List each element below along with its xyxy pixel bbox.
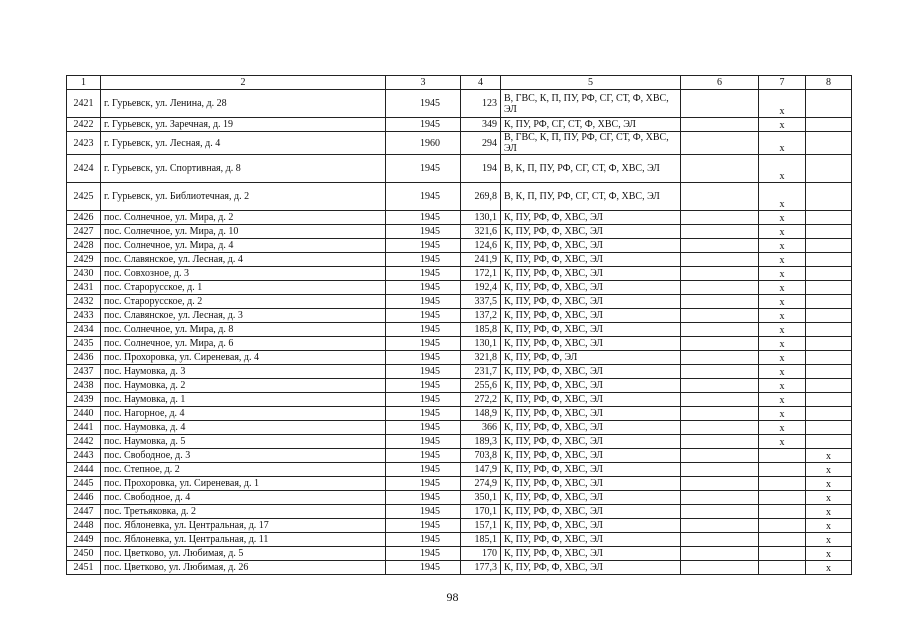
table-row bbox=[67, 561, 852, 575]
column-8-mark bbox=[806, 211, 852, 225]
utilities-cell: К, ПУ, РФ, Ф, ХВС, ЭЛ bbox=[501, 421, 681, 435]
utilities-cell: К, ПУ, РФ, Ф, ЭЛ bbox=[501, 351, 681, 365]
table-row bbox=[67, 90, 852, 118]
row-number: 2446 bbox=[67, 491, 101, 505]
area-cell: 192,4 bbox=[461, 281, 501, 295]
address-cell: пос. Совхозное, д. 3 bbox=[101, 267, 386, 281]
column-8-mark bbox=[806, 379, 852, 393]
table-row bbox=[67, 351, 852, 365]
page-number: 98 bbox=[446, 590, 459, 604]
row-number: 2443 bbox=[67, 449, 101, 463]
column-7-mark: х bbox=[759, 253, 806, 267]
utilities-cell: К, ПУ, РФ, Ф, ХВС, ЭЛ bbox=[501, 295, 681, 309]
year-cell: 1945 bbox=[386, 505, 461, 519]
table-row bbox=[67, 519, 852, 533]
address-cell: пос. Цветково, ул. Любимая, д. 26 bbox=[101, 561, 386, 575]
column-6-cell bbox=[681, 393, 759, 407]
table-row bbox=[67, 365, 852, 379]
utilities-cell: К, ПУ, РФ, Ф, ХВС, ЭЛ bbox=[501, 267, 681, 281]
column-7-mark: х bbox=[759, 90, 806, 118]
column-6-cell bbox=[681, 309, 759, 323]
column-7-mark bbox=[759, 505, 806, 519]
row-number: 2444 bbox=[67, 463, 101, 477]
area-cell: 170 bbox=[461, 547, 501, 561]
area-cell: 147,9 bbox=[461, 463, 501, 477]
address-cell: пос. Наумовка, д. 4 bbox=[101, 421, 386, 435]
column-6-cell bbox=[681, 155, 759, 183]
header-cell-6: 6 bbox=[681, 76, 759, 90]
year-cell: 1945 bbox=[386, 183, 461, 211]
address-cell: пос. Наумовка, д. 5 bbox=[101, 435, 386, 449]
area-cell: 231,7 bbox=[461, 365, 501, 379]
address-cell: г. Гурьевск, ул. Спортивная, д. 8 bbox=[101, 155, 386, 183]
header-cell-7: 7 bbox=[759, 76, 806, 90]
column-8-mark bbox=[806, 351, 852, 365]
address-cell: пос. Яблоневка, ул. Центральная, д. 17 bbox=[101, 519, 386, 533]
column-6-cell bbox=[681, 253, 759, 267]
table-row bbox=[67, 267, 852, 281]
row-number: 2422 bbox=[67, 118, 101, 132]
year-cell: 1945 bbox=[386, 281, 461, 295]
table-row bbox=[67, 211, 852, 225]
row-number: 2445 bbox=[67, 477, 101, 491]
row-number: 2433 bbox=[67, 309, 101, 323]
column-8-mark: х bbox=[806, 561, 852, 575]
column-7-mark: х bbox=[759, 435, 806, 449]
row-number: 2429 bbox=[67, 253, 101, 267]
year-cell: 1945 bbox=[386, 351, 461, 365]
column-8-mark bbox=[806, 155, 852, 183]
column-7-mark: х bbox=[759, 365, 806, 379]
column-8-mark: х bbox=[806, 519, 852, 533]
table-row bbox=[67, 239, 852, 253]
utilities-cell: К, ПУ, РФ, Ф, ХВС, ЭЛ bbox=[501, 365, 681, 379]
row-number: 2431 bbox=[67, 281, 101, 295]
column-8-mark bbox=[806, 337, 852, 351]
row-number: 2424 bbox=[67, 155, 101, 183]
utilities-cell: К, ПУ, РФ, СГ, СТ, Ф, ХВС, ЭЛ bbox=[501, 118, 681, 132]
column-8-mark bbox=[806, 295, 852, 309]
column-8-mark bbox=[806, 239, 852, 253]
column-7-mark: х bbox=[759, 309, 806, 323]
area-cell: 177,3 bbox=[461, 561, 501, 575]
column-7-mark: х bbox=[759, 337, 806, 351]
utilities-cell: К, ПУ, РФ, Ф, ХВС, ЭЛ bbox=[501, 477, 681, 491]
column-6-cell bbox=[681, 533, 759, 547]
year-cell: 1945 bbox=[386, 118, 461, 132]
column-7-mark: х bbox=[759, 239, 806, 253]
header-row bbox=[67, 76, 852, 90]
column-7-mark: х bbox=[759, 225, 806, 239]
column-7-mark bbox=[759, 463, 806, 477]
table-header bbox=[67, 76, 852, 90]
column-8-mark bbox=[806, 393, 852, 407]
column-7-mark bbox=[759, 491, 806, 505]
column-7-mark: х bbox=[759, 183, 806, 211]
column-8-mark: х bbox=[806, 505, 852, 519]
row-number: 2426 bbox=[67, 211, 101, 225]
year-cell: 1945 bbox=[386, 547, 461, 561]
column-8-mark bbox=[806, 253, 852, 267]
table-row bbox=[67, 281, 852, 295]
table-row bbox=[67, 505, 852, 519]
column-6-cell bbox=[681, 519, 759, 533]
row-number: 2450 bbox=[67, 547, 101, 561]
column-7-mark: х bbox=[759, 351, 806, 365]
address-cell: пос. Солнечное, ул. Мира, д. 2 bbox=[101, 211, 386, 225]
column-8-mark bbox=[806, 421, 852, 435]
row-number: 2421 bbox=[67, 90, 101, 118]
year-cell: 1945 bbox=[386, 337, 461, 351]
address-cell: пос. Третьяковка, д. 2 bbox=[101, 505, 386, 519]
area-cell: 172,1 bbox=[461, 267, 501, 281]
table-row bbox=[67, 225, 852, 239]
column-6-cell bbox=[681, 132, 759, 155]
table-row bbox=[67, 132, 852, 155]
year-cell: 1945 bbox=[386, 365, 461, 379]
utilities-cell: К, ПУ, РФ, Ф, ХВС, ЭЛ bbox=[501, 491, 681, 505]
address-cell: пос. Старорусское, д. 2 bbox=[101, 295, 386, 309]
column-6-cell bbox=[681, 295, 759, 309]
column-6-cell bbox=[681, 90, 759, 118]
table-row bbox=[67, 295, 852, 309]
header-cell-1: 1 bbox=[67, 76, 101, 90]
column-7-mark: х bbox=[759, 155, 806, 183]
column-6-cell bbox=[681, 477, 759, 491]
column-7-mark bbox=[759, 519, 806, 533]
address-cell: пос. Наумовка, д. 2 bbox=[101, 379, 386, 393]
column-7-mark: х bbox=[759, 267, 806, 281]
row-number: 2448 bbox=[67, 519, 101, 533]
table-row bbox=[67, 393, 852, 407]
year-cell: 1945 bbox=[386, 211, 461, 225]
utilities-cell: К, ПУ, РФ, Ф, ХВС, ЭЛ bbox=[501, 337, 681, 351]
utilities-cell: К, ПУ, РФ, Ф, ХВС, ЭЛ bbox=[501, 463, 681, 477]
header-cell-5: 5 bbox=[501, 76, 681, 90]
area-cell: 170,1 bbox=[461, 505, 501, 519]
column-6-cell bbox=[681, 239, 759, 253]
area-cell: 272,2 bbox=[461, 393, 501, 407]
address-cell: пос. Солнечное, ул. Мира, д. 6 bbox=[101, 337, 386, 351]
year-cell: 1945 bbox=[386, 239, 461, 253]
table-row bbox=[67, 183, 852, 211]
year-cell: 1960 bbox=[386, 132, 461, 155]
address-cell: пос. Славянское, ул. Лесная, д. 4 bbox=[101, 253, 386, 267]
area-cell: 255,6 bbox=[461, 379, 501, 393]
column-7-mark: х bbox=[759, 211, 806, 225]
address-cell: г. Гурьевск, ул. Заречная, д. 19 bbox=[101, 118, 386, 132]
table-row bbox=[67, 155, 852, 183]
utilities-cell: К, ПУ, РФ, Ф, ХВС, ЭЛ bbox=[501, 407, 681, 421]
area-cell: 321,8 bbox=[461, 351, 501, 365]
column-8-mark bbox=[806, 435, 852, 449]
area-cell: 350,1 bbox=[461, 491, 501, 505]
column-6-cell bbox=[681, 421, 759, 435]
row-number: 2425 bbox=[67, 183, 101, 211]
row-number: 2441 bbox=[67, 421, 101, 435]
column-6-cell bbox=[681, 435, 759, 449]
column-7-mark: х bbox=[759, 132, 806, 155]
column-8-mark bbox=[806, 118, 852, 132]
row-number: 2449 bbox=[67, 533, 101, 547]
year-cell: 1945 bbox=[386, 225, 461, 239]
area-cell: 130,1 bbox=[461, 337, 501, 351]
year-cell: 1945 bbox=[386, 561, 461, 575]
year-cell: 1945 bbox=[386, 267, 461, 281]
table-row bbox=[67, 449, 852, 463]
utilities-cell: К, ПУ, РФ, Ф, ХВС, ЭЛ bbox=[501, 281, 681, 295]
column-6-cell bbox=[681, 351, 759, 365]
year-cell: 1945 bbox=[386, 323, 461, 337]
row-number: 2442 bbox=[67, 435, 101, 449]
utilities-cell: К, ПУ, РФ, Ф, ХВС, ЭЛ bbox=[501, 435, 681, 449]
table-row bbox=[67, 421, 852, 435]
column-6-cell bbox=[681, 183, 759, 211]
area-cell: 130,1 bbox=[461, 211, 501, 225]
column-8-mark bbox=[806, 225, 852, 239]
row-number: 2423 bbox=[67, 132, 101, 155]
column-8-mark bbox=[806, 365, 852, 379]
column-8-mark: х bbox=[806, 547, 852, 561]
area-cell: 241,9 bbox=[461, 253, 501, 267]
utilities-cell: К, ПУ, РФ, Ф, ХВС, ЭЛ bbox=[501, 561, 681, 575]
column-8-mark bbox=[806, 267, 852, 281]
header-cell-8: 8 bbox=[806, 76, 852, 90]
address-cell: пос. Наумовка, д. 3 bbox=[101, 365, 386, 379]
row-number: 2447 bbox=[67, 505, 101, 519]
column-7-mark: х bbox=[759, 421, 806, 435]
table-row bbox=[67, 309, 852, 323]
area-cell: 137,2 bbox=[461, 309, 501, 323]
utilities-cell: К, ПУ, РФ, Ф, ХВС, ЭЛ bbox=[501, 225, 681, 239]
address-cell: пос. Степное, д. 2 bbox=[101, 463, 386, 477]
column-6-cell bbox=[681, 281, 759, 295]
utilities-cell: В, ГВС, К, П, ПУ, РФ, СГ, СТ, Ф, ХВС, ЭЛ bbox=[501, 90, 681, 118]
table-row bbox=[67, 463, 852, 477]
area-cell: 703,8 bbox=[461, 449, 501, 463]
table-row bbox=[67, 337, 852, 351]
utilities-cell: К, ПУ, РФ, Ф, ХВС, ЭЛ bbox=[501, 309, 681, 323]
column-7-mark bbox=[759, 449, 806, 463]
column-7-mark: х bbox=[759, 281, 806, 295]
table-row bbox=[67, 477, 852, 491]
column-8-mark bbox=[806, 132, 852, 155]
address-cell: пос. Славянское, ул. Лесная, д. 3 bbox=[101, 309, 386, 323]
column-6-cell bbox=[681, 323, 759, 337]
table-row bbox=[67, 547, 852, 561]
year-cell: 1945 bbox=[386, 393, 461, 407]
column-8-mark: х bbox=[806, 491, 852, 505]
year-cell: 1945 bbox=[386, 90, 461, 118]
column-8-mark bbox=[806, 90, 852, 118]
column-7-mark: х bbox=[759, 393, 806, 407]
area-cell: 189,3 bbox=[461, 435, 501, 449]
address-cell: пос. Свободное, д. 4 bbox=[101, 491, 386, 505]
area-cell: 157,1 bbox=[461, 519, 501, 533]
column-7-mark bbox=[759, 561, 806, 575]
row-number: 2434 bbox=[67, 323, 101, 337]
column-6-cell bbox=[681, 267, 759, 281]
column-6-cell bbox=[681, 407, 759, 421]
header-cell-3: 3 bbox=[386, 76, 461, 90]
area-cell: 349 bbox=[461, 118, 501, 132]
column-7-mark bbox=[759, 533, 806, 547]
area-cell: 194 bbox=[461, 155, 501, 183]
utilities-cell: К, ПУ, РФ, Ф, ХВС, ЭЛ bbox=[501, 253, 681, 267]
column-6-cell bbox=[681, 547, 759, 561]
address-cell: пос. Наумовка, д. 1 bbox=[101, 393, 386, 407]
address-cell: пос. Прохоровка, ул. Сиреневая, д. 1 bbox=[101, 477, 386, 491]
utilities-cell: К, ПУ, РФ, Ф, ХВС, ЭЛ bbox=[501, 239, 681, 253]
utilities-cell: К, ПУ, РФ, Ф, ХВС, ЭЛ bbox=[501, 323, 681, 337]
utilities-cell: К, ПУ, РФ, Ф, ХВС, ЭЛ bbox=[501, 533, 681, 547]
area-cell: 321,6 bbox=[461, 225, 501, 239]
column-6-cell bbox=[681, 561, 759, 575]
row-number: 2430 bbox=[67, 267, 101, 281]
table-row bbox=[67, 435, 852, 449]
utilities-cell: К, ПУ, РФ, Ф, ХВС, ЭЛ bbox=[501, 519, 681, 533]
utilities-cell: К, ПУ, РФ, Ф, ХВС, ЭЛ bbox=[501, 449, 681, 463]
area-cell: 337,5 bbox=[461, 295, 501, 309]
address-cell: пос. Прохоровка, ул. Сиреневая, д. 4 bbox=[101, 351, 386, 365]
column-7-mark bbox=[759, 477, 806, 491]
row-number: 2440 bbox=[67, 407, 101, 421]
column-8-mark bbox=[806, 323, 852, 337]
address-cell: пос. Цветково, ул. Любимая, д. 5 bbox=[101, 547, 386, 561]
housing-registry-table bbox=[66, 75, 852, 575]
row-number: 2439 bbox=[67, 393, 101, 407]
column-7-mark: х bbox=[759, 323, 806, 337]
year-cell: 1945 bbox=[386, 421, 461, 435]
column-8-mark: х bbox=[806, 477, 852, 491]
utilities-cell: В, К, П, ПУ, РФ, СГ, СТ, Ф, ХВС, ЭЛ bbox=[501, 183, 681, 211]
row-number: 2438 bbox=[67, 379, 101, 393]
year-cell: 1945 bbox=[386, 463, 461, 477]
area-cell: 185,8 bbox=[461, 323, 501, 337]
row-number: 2437 bbox=[67, 365, 101, 379]
address-cell: пос. Свободное, д. 3 bbox=[101, 449, 386, 463]
utilities-cell: К, ПУ, РФ, Ф, ХВС, ЭЛ bbox=[501, 393, 681, 407]
address-cell: пос. Старорусское, д. 1 bbox=[101, 281, 386, 295]
column-7-mark: х bbox=[759, 407, 806, 421]
year-cell: 1945 bbox=[386, 491, 461, 505]
utilities-cell: К, ПУ, РФ, Ф, ХВС, ЭЛ bbox=[501, 211, 681, 225]
column-6-cell bbox=[681, 449, 759, 463]
area-cell: 269,8 bbox=[461, 183, 501, 211]
table-row bbox=[67, 407, 852, 421]
year-cell: 1945 bbox=[386, 295, 461, 309]
row-number: 2428 bbox=[67, 239, 101, 253]
year-cell: 1945 bbox=[386, 155, 461, 183]
year-cell: 1945 bbox=[386, 449, 461, 463]
column-6-cell bbox=[681, 463, 759, 477]
column-7-mark: х bbox=[759, 295, 806, 309]
area-cell: 185,1 bbox=[461, 533, 501, 547]
column-8-mark bbox=[806, 407, 852, 421]
utilities-cell: В, К, П, ПУ, РФ, СГ, СТ, Ф, ХВС, ЭЛ bbox=[501, 155, 681, 183]
table-row bbox=[67, 533, 852, 547]
year-cell: 1945 bbox=[386, 309, 461, 323]
row-number: 2436 bbox=[67, 351, 101, 365]
row-number: 2432 bbox=[67, 295, 101, 309]
table-row bbox=[67, 253, 852, 267]
utilities-cell: К, ПУ, РФ, Ф, ХВС, ЭЛ bbox=[501, 379, 681, 393]
address-cell: пос. Солнечное, ул. Мира, д. 8 bbox=[101, 323, 386, 337]
column-8-mark: х bbox=[806, 533, 852, 547]
column-6-cell bbox=[681, 491, 759, 505]
table-body bbox=[67, 90, 852, 575]
year-cell: 1945 bbox=[386, 253, 461, 267]
column-6-cell bbox=[681, 211, 759, 225]
column-8-mark: х bbox=[806, 463, 852, 477]
row-number: 2451 bbox=[67, 561, 101, 575]
area-cell: 124,6 bbox=[461, 239, 501, 253]
table-row bbox=[67, 118, 852, 132]
address-cell: пос. Солнечное, ул. Мира, д. 4 bbox=[101, 239, 386, 253]
year-cell: 1945 bbox=[386, 477, 461, 491]
column-7-mark: х bbox=[759, 379, 806, 393]
column-6-cell bbox=[681, 505, 759, 519]
utilities-cell: В, ГВС, К, П, ПУ, РФ, СГ, СТ, Ф, ХВС, ЭЛ bbox=[501, 132, 681, 155]
column-6-cell bbox=[681, 225, 759, 239]
column-7-mark: х bbox=[759, 118, 806, 132]
column-6-cell bbox=[681, 379, 759, 393]
column-8-mark: х bbox=[806, 449, 852, 463]
header-cell-2: 2 bbox=[101, 76, 386, 90]
year-cell: 1945 bbox=[386, 379, 461, 393]
utilities-cell: К, ПУ, РФ, Ф, ХВС, ЭЛ bbox=[501, 505, 681, 519]
year-cell: 1945 bbox=[386, 435, 461, 449]
column-8-mark bbox=[806, 281, 852, 295]
area-cell: 294 bbox=[461, 132, 501, 155]
area-cell: 274,9 bbox=[461, 477, 501, 491]
address-cell: г. Гурьевск, ул. Лесная, д. 4 bbox=[101, 132, 386, 155]
column-6-cell bbox=[681, 337, 759, 351]
area-cell: 148,9 bbox=[461, 407, 501, 421]
utilities-cell: К, ПУ, РФ, Ф, ХВС, ЭЛ bbox=[501, 547, 681, 561]
column-7-mark bbox=[759, 547, 806, 561]
header-cell-4: 4 bbox=[461, 76, 501, 90]
address-cell: г. Гурьевск, ул. Библиотечная, д. 2 bbox=[101, 183, 386, 211]
address-cell: пос. Яблоневка, ул. Центральная, д. 11 bbox=[101, 533, 386, 547]
address-cell: пос. Нагорное, д. 4 bbox=[101, 407, 386, 421]
year-cell: 1945 bbox=[386, 519, 461, 533]
table-row bbox=[67, 491, 852, 505]
area-cell: 123 bbox=[461, 90, 501, 118]
column-6-cell bbox=[681, 118, 759, 132]
address-cell: пос. Солнечное, ул. Мира, д. 10 bbox=[101, 225, 386, 239]
year-cell: 1945 bbox=[386, 407, 461, 421]
table-row bbox=[67, 379, 852, 393]
column-6-cell bbox=[681, 365, 759, 379]
area-cell: 366 bbox=[461, 421, 501, 435]
column-8-mark bbox=[806, 309, 852, 323]
table-row bbox=[67, 323, 852, 337]
row-number: 2427 bbox=[67, 225, 101, 239]
year-cell: 1945 bbox=[386, 533, 461, 547]
row-number: 2435 bbox=[67, 337, 101, 351]
column-8-mark bbox=[806, 183, 852, 211]
address-cell: г. Гурьевск, ул. Ленина, д. 28 bbox=[101, 90, 386, 118]
